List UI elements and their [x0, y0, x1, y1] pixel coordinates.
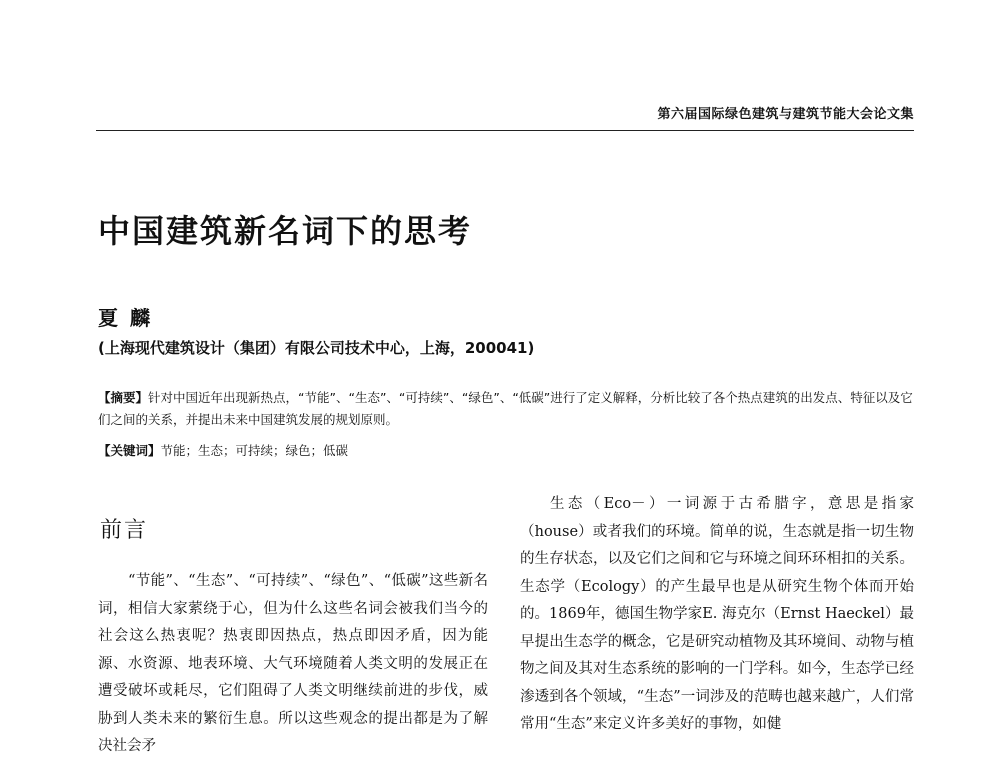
body-left-column: “节能”、“生态”、“可持续”、“绿色”、“低碳”这些新名词，相信大家萦绕于心，但为什么这些名词会被我们当今的社会这么热衷呢？热衷即因热点，热点即因矛盾，因为能源、水资源、地表环境、大气环境随着人类文明的发展正在遭受破坏或耗尽，它们阻碍了人类文明继续前进的步伐，威胁到人类未来的繁衍生息。所以这些观念的提出都是为了解决社会矛: [98, 573, 488, 754]
abstract-text: 针对中国近年出现新热点，“节能”、“生态”、“可持续”、“绿色”、“低碳”进行了定义解释，分析比较了各个热点建筑的出发点、特征以及它们之间的关系，并提出未来中国建筑发展的规划原则。: [98, 390, 913, 427]
keywords-text: 节能；生态；可持续；绿色；低碳: [160, 443, 349, 458]
header-divider: [96, 130, 914, 131]
author-name: 夏麟: [98, 306, 162, 330]
abstract-label: 【摘要】: [98, 390, 149, 405]
proceedings-header: 第六届国际绿色建筑与建筑节能大会论文集: [657, 107, 914, 122]
paper-title: 中国建筑新名词下的思考: [98, 212, 473, 250]
abstract: [98, 387, 914, 431]
body-right-column: 生态（Eco－）一词源于古希腊字，意思是指家（house）或者我们的环境。简单的说，生态就是指一切生物的生存状态，以及它们之间和它与环境之间环环相扣的关系。生态学（Ecology）的产生最早也是从研究生物个体而开始的。1869年，德国生物学家E. 海克尔（Ernst Haeckel）最早提出生态学的概念，它是研究动植物及其环境间、动物与植物之间及其对生态系统的影响的一门学科。如今，生态学已经渗透到各个领域，“生态”一词涉及的范畴也越来越广，人们常常用“生态”来定义许多美好的事物，如健: [520, 496, 914, 732]
keywords: [98, 441, 348, 459]
author-affiliation: (上海现代建筑设计（集团）有限公司技术中心，上海，200041): [98, 339, 535, 357]
section-heading: 前言: [100, 518, 149, 543]
keywords-label: 【关键词】: [98, 443, 161, 458]
